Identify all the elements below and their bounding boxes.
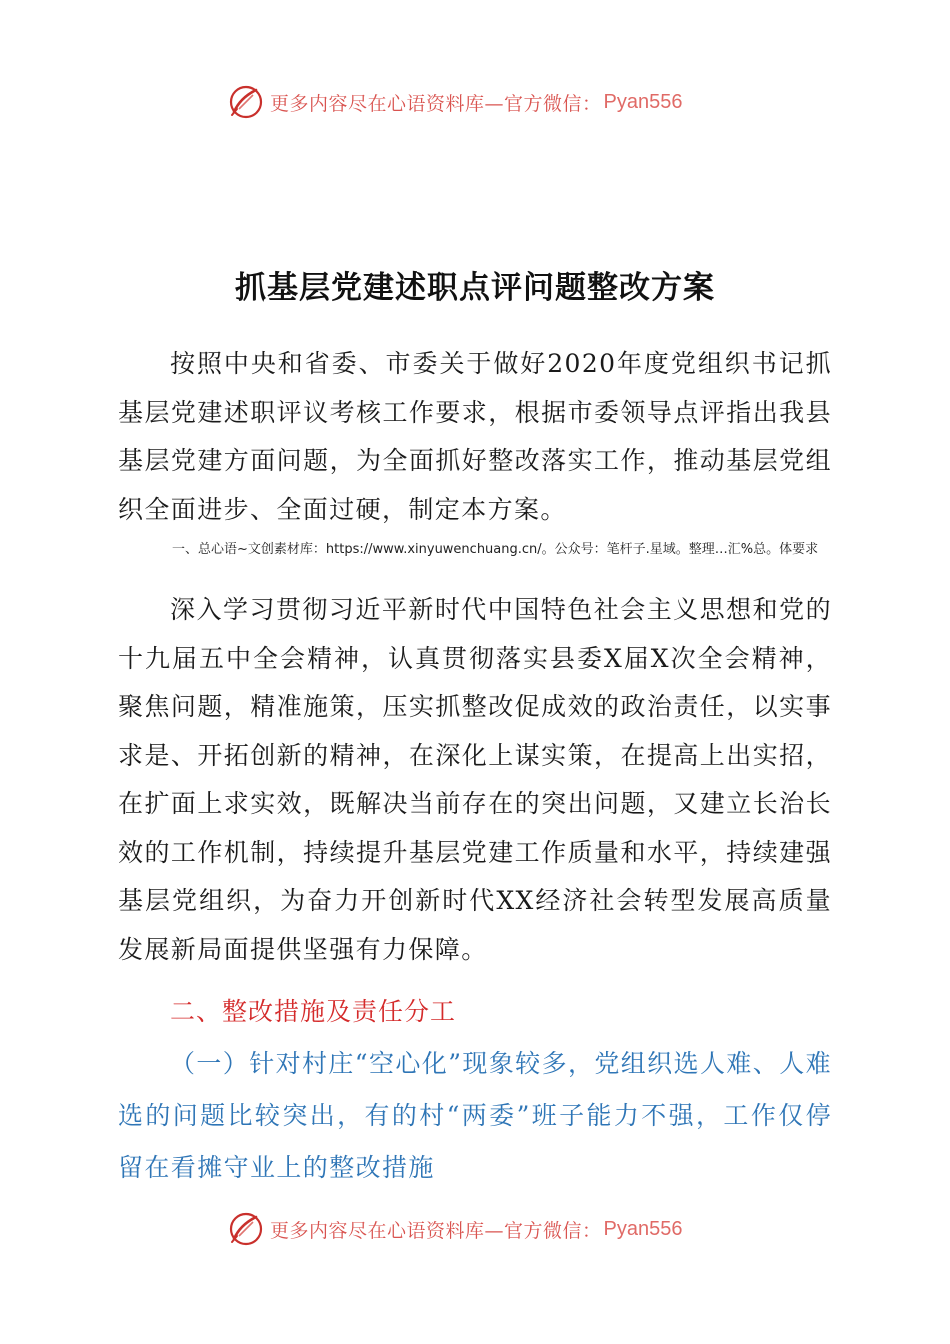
pen-logo-icon bbox=[226, 82, 266, 122]
section-heading: 二、整改措施及责任分工 bbox=[170, 997, 457, 1026]
banner-wechat-handle: Pyan556 bbox=[603, 90, 683, 113]
body-paragraph: 深入学习贯彻习近平新时代中国特色社会主义思想和党的十九届五中全会精神，认真贯彻落实县委X届X次全会精神，聚焦问题，精准施策，压实抓整改促成效的政治责任，以实事求是、开拓创新的精神，在深化上谋实策，在提高上出实招，在扩面上求实效，既解决当前存在的突出问题，又建立长治长效的工作机制，持续提升基层党建工作质量和水平，持续建强基层党组织，为奋力开创新时代XX经济社会转型发展高质量发展新局面提供坚强有力保障。 bbox=[118, 595, 832, 964]
header-banner[interactable] bbox=[226, 82, 746, 122]
footer-banner[interactable] bbox=[226, 1209, 746, 1249]
banner-text: 更多内容尽在心语资料库—官方微信： bbox=[270, 92, 602, 115]
pen-logo-icon bbox=[226, 1209, 266, 1249]
watermark-note: 一、总心语~文创素材库：https://www.xinyuwenchuang.cn/。公众号：笔杆子.星域。整理…汇%总。体要求 bbox=[172, 542, 819, 557]
intro-paragraph: 按照中央和省委、市委关于做好2020年度党组织书记抓基层党建述职评议考核工作要求，根据市委领导点评指出我县基层党建方面问题，为全面抓好整改落实工作，推动基层党组织全面进步、全面过硬，制定本方案。 bbox=[118, 349, 832, 524]
subsection-heading: （一）针对村庄“空心化”现象较多，党组织选人难、人难选的问题比较突出，有的村“两委”班子能力不强，工作仅停留在看摊守业上的整改措施 bbox=[118, 1049, 832, 1182]
banner-text: 更多内容尽在心语资料库—官方微信： bbox=[270, 1219, 602, 1242]
document-title: 抓基层党建述职点评问题整改方案 bbox=[235, 270, 715, 306]
banner-wechat-handle: Pyan556 bbox=[603, 1217, 683, 1240]
